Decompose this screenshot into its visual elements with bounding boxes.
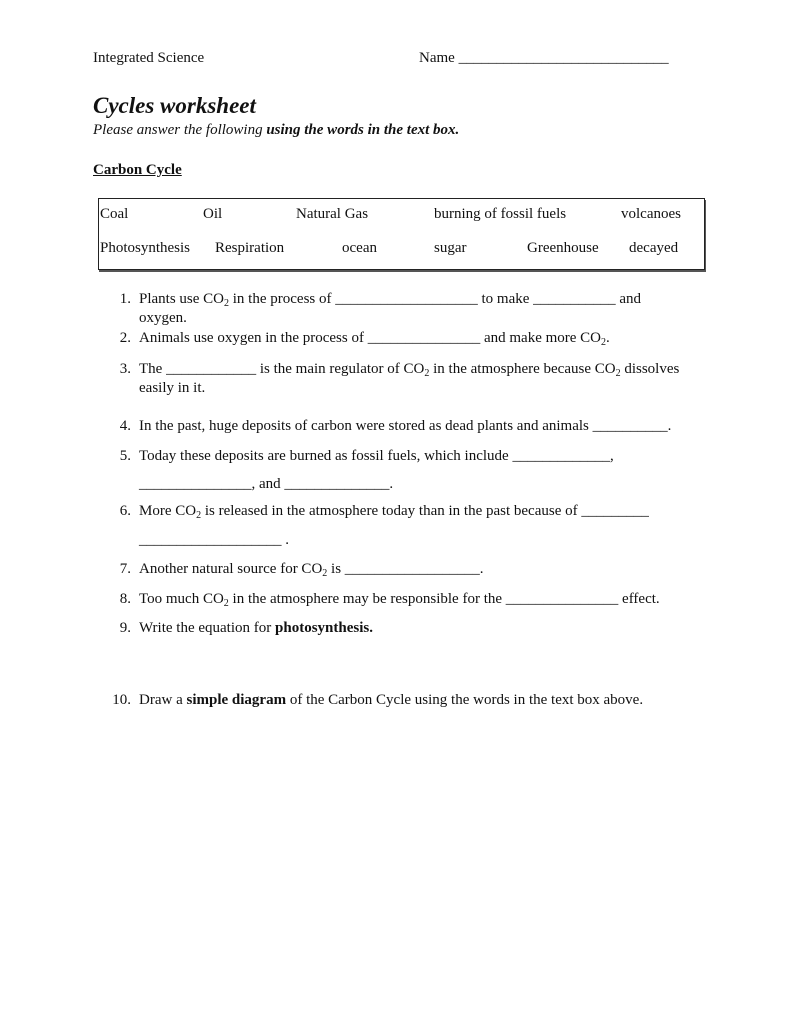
- subscript: 2: [615, 368, 621, 379]
- word-volcanoes: volcanoes: [621, 206, 681, 222]
- question-text: Plants use CO: [139, 291, 225, 307]
- course-name: Integrated Science: [93, 50, 205, 66]
- question-text: is released in the atmosphere today than in the past because of _________: [201, 503, 649, 519]
- subscript: 2: [601, 337, 607, 348]
- question-8[interactable]: [139, 591, 660, 608]
- question-text: Write the equation for: [139, 620, 276, 636]
- section-heading: Carbon Cycle: [93, 162, 182, 178]
- question-3[interactable]: [139, 361, 679, 378]
- word-burning-fossil-fuels: burning of fossil fuels: [434, 206, 567, 222]
- question-text: The ____________ is the main regulator of CO: [139, 361, 425, 377]
- question-text: in the atmosphere because CO: [429, 361, 616, 377]
- question-text: of the Carbon Cycle using the words in the text box above.: [286, 692, 644, 708]
- word-bank-box: [98, 198, 705, 270]
- question-number: 7.: [119, 561, 131, 577]
- question-number: 1.: [119, 291, 131, 307]
- question-4[interactable]: In the past, huge deposits of carbon were stored as dead plants and animals __________.: [139, 418, 672, 434]
- word-sugar: sugar: [434, 240, 467, 256]
- word-oil: Oil: [203, 206, 223, 222]
- question-text: Animals use oxygen in the process of _______________ and make more CO: [139, 330, 602, 346]
- subscript: 2: [223, 598, 229, 609]
- question-number: 10.: [112, 692, 131, 708]
- word-photosynthesis: Photosynthesis: [100, 240, 191, 256]
- question-text: More CO: [139, 503, 197, 519]
- word-coal: Coal: [100, 206, 129, 222]
- question-6-continued[interactable]: ___________________ .: [139, 532, 289, 548]
- question-number: 9.: [119, 620, 131, 636]
- question-number: 3.: [119, 361, 131, 377]
- question-number: 8.: [119, 591, 131, 607]
- instructions-emphasis: using the words in the text box.: [266, 122, 460, 138]
- page-title: Cycles worksheet: [93, 93, 256, 118]
- question-2[interactable]: [139, 330, 610, 347]
- question-number: 4.: [119, 418, 131, 434]
- question-3-continued: easily in it.: [139, 380, 206, 396]
- instructions-prefix: Please answer the following: [93, 122, 267, 138]
- question-text: Draw a: [139, 692, 187, 708]
- question-text: dissolves: [620, 361, 680, 377]
- subscript: 2: [424, 368, 430, 379]
- student-name-field[interactable]: Name ____________________________: [419, 50, 669, 66]
- question-5[interactable]: Today these deposits are burned as fossil fuels, which include _____________,: [139, 448, 614, 464]
- question-10[interactable]: [139, 692, 643, 709]
- word-natural-gas: Natural Gas: [296, 206, 369, 222]
- question-emphasis: simple diagram: [186, 692, 287, 708]
- question-text: in the atmosphere may be responsible for the _______________ effect.: [228, 591, 660, 607]
- question-7[interactable]: [139, 561, 484, 578]
- question-5-continued[interactable]: _______________, and ______________.: [139, 476, 394, 492]
- question-text: in the process of ___________________ to make ___________ and: [229, 291, 642, 307]
- question-6[interactable]: [139, 503, 649, 520]
- question-text: .: [606, 330, 610, 346]
- question-number: 6.: [119, 503, 131, 519]
- question-emphasis: photosynthesis.: [275, 620, 373, 636]
- subscript: 2: [196, 510, 202, 521]
- word-decayed: decayed: [629, 240, 679, 256]
- question-1[interactable]: [139, 291, 641, 308]
- question-text: is __________________.: [327, 561, 484, 577]
- question-9[interactable]: [139, 620, 373, 637]
- question-text: Another natural source for CO: [139, 561, 323, 577]
- word-greenhouse: Greenhouse: [527, 240, 599, 256]
- question-text: Too much CO: [139, 591, 224, 607]
- question-number: 5.: [119, 448, 131, 464]
- word-respiration: Respiration: [215, 240, 285, 256]
- subscript: 2: [224, 298, 230, 309]
- instructions: [93, 122, 459, 139]
- question-number: 2.: [119, 330, 131, 346]
- subscript: 2: [322, 568, 328, 579]
- question-1-continued: oxygen.: [139, 310, 187, 326]
- word-ocean: ocean: [342, 240, 377, 256]
